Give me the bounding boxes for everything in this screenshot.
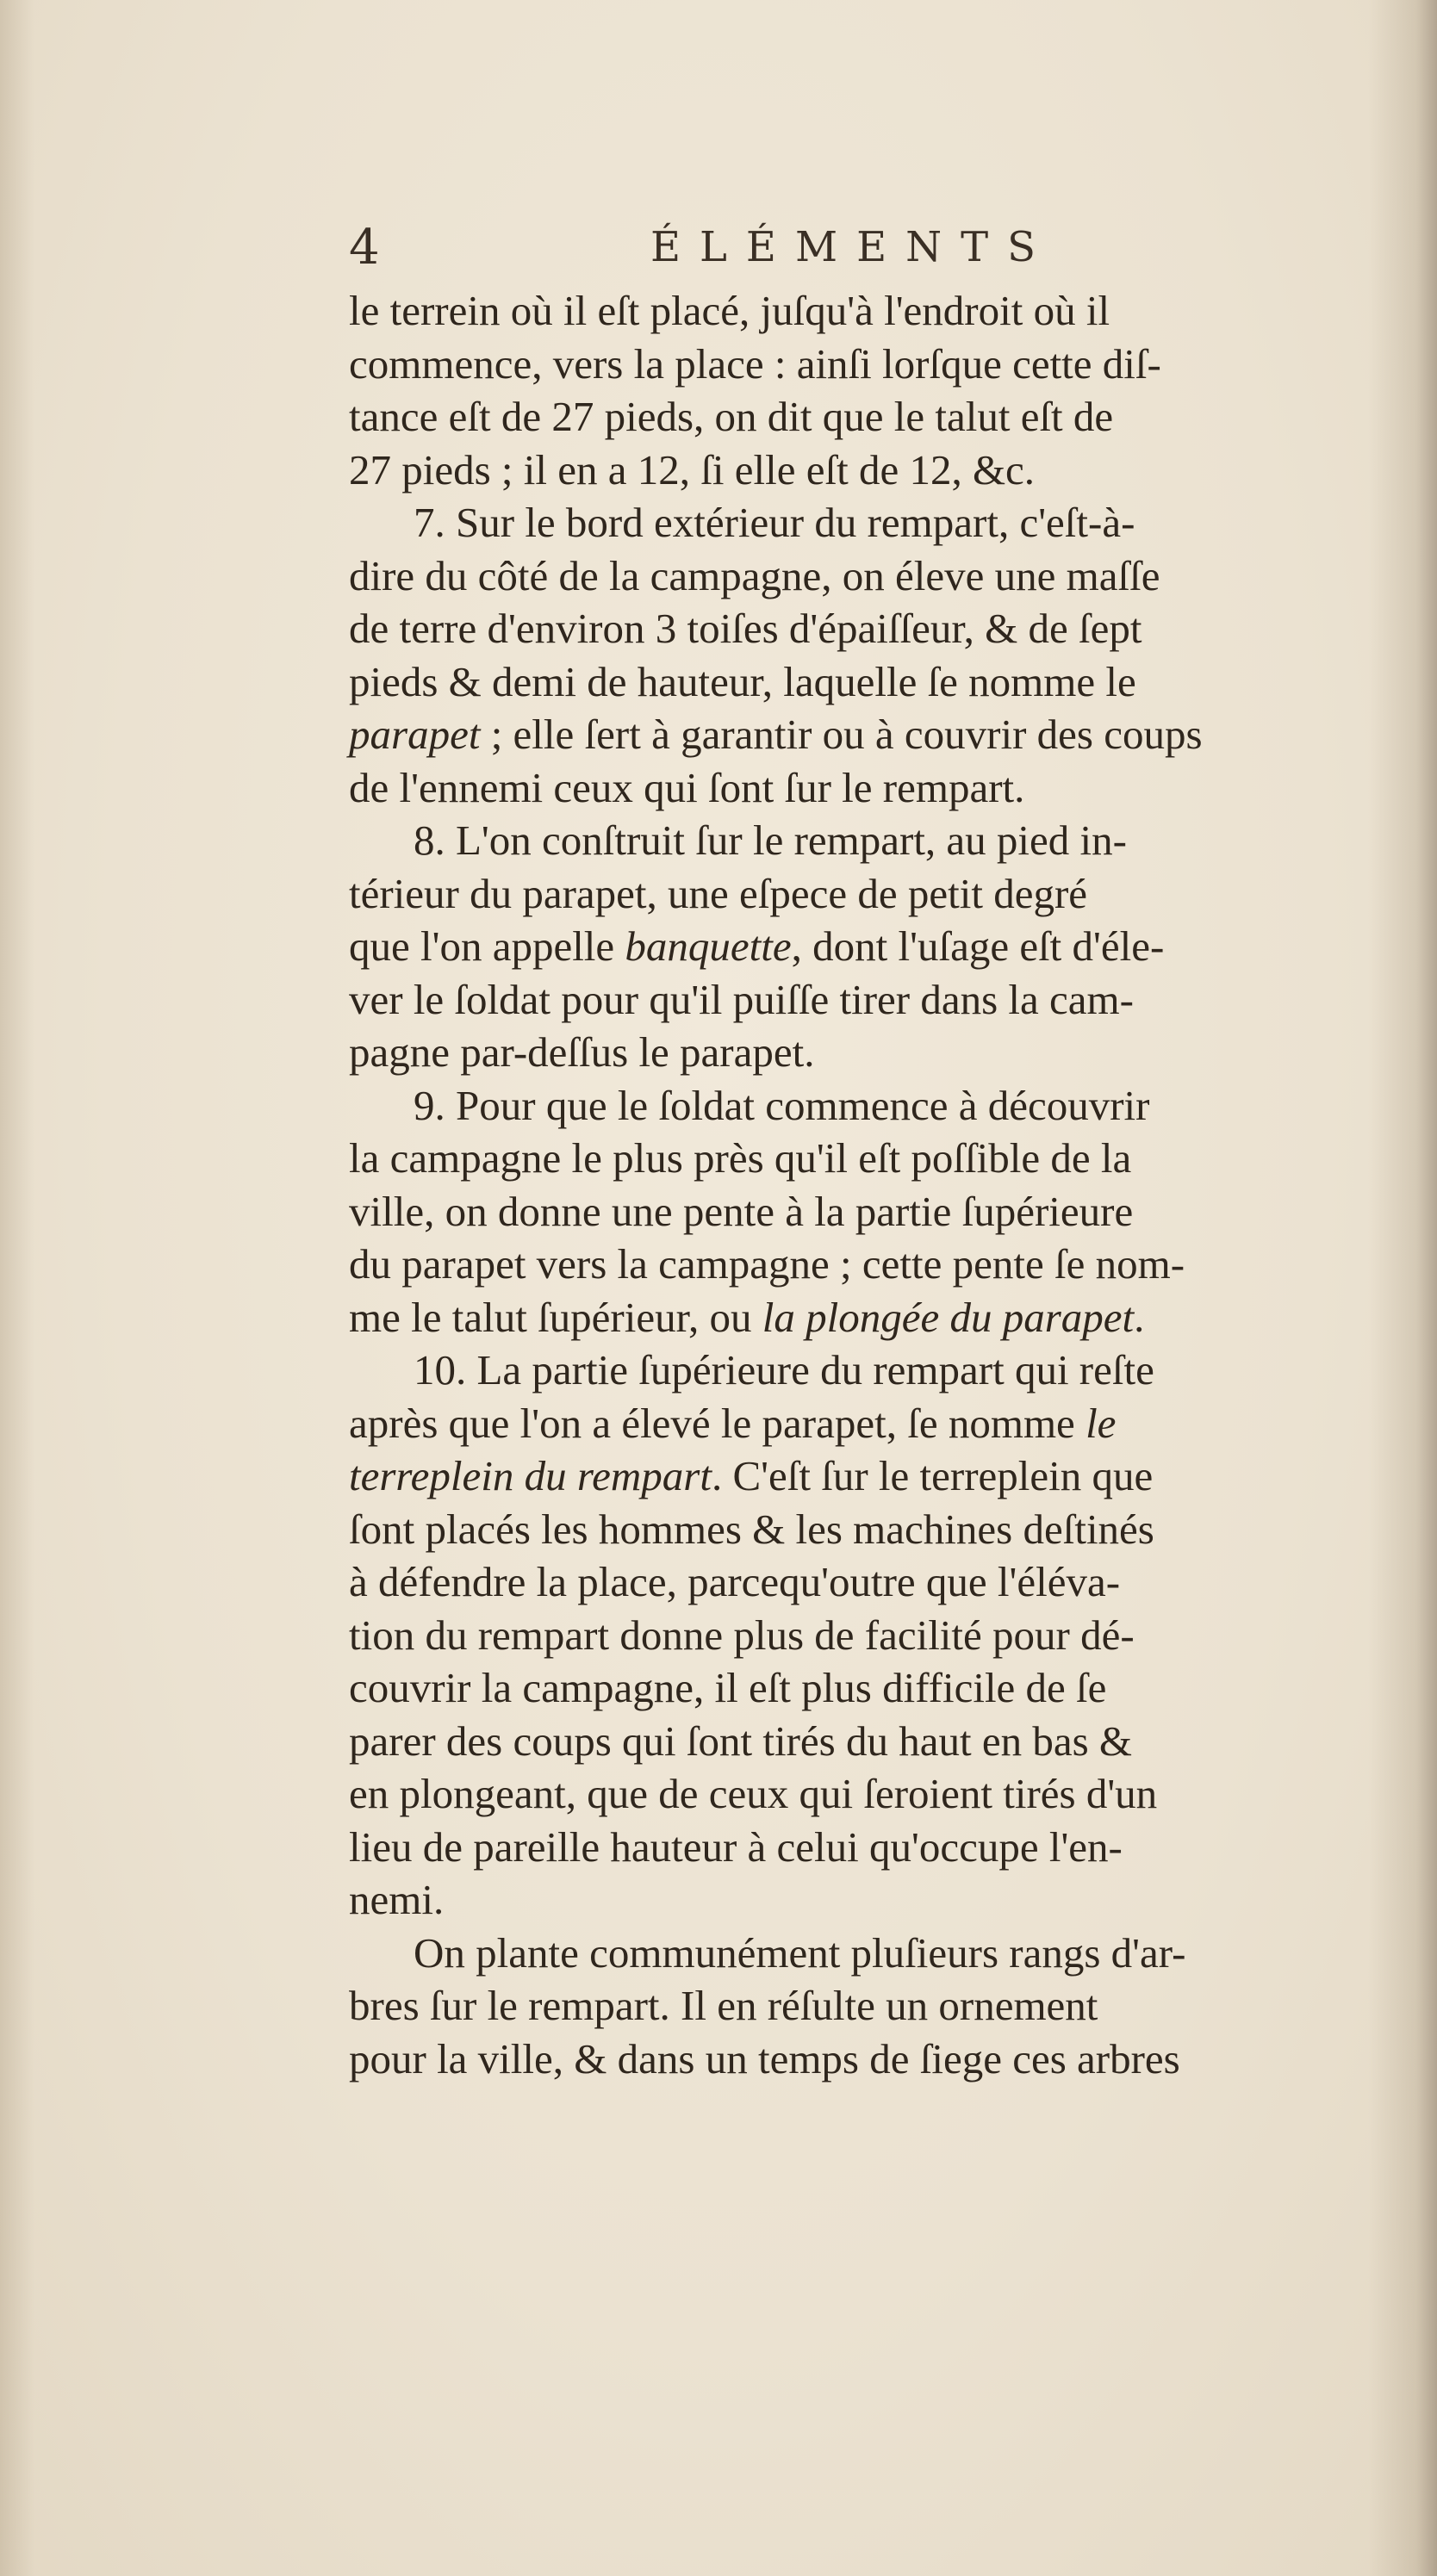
- text-line: que l'on appelle banquette, dont l'uſage eſt d'éle-: [349, 922, 1165, 970]
- text-line: tion du rempart donne plus de facilité pour dé-: [349, 1611, 1135, 1659]
- text-line: me le talut ſupérieur, ou la plongée du parapet.: [349, 1293, 1145, 1341]
- text-line: parer des coups qui ſont tirés du haut en bas &: [349, 1716, 1133, 1765]
- text-line: térieur du parapet, une eſpece de petit degré: [349, 869, 1088, 917]
- text-line: pour la ville, & dans un temps de ſiege ces arbres: [349, 2034, 1180, 2083]
- text-line: à défendre la place, parcequ'outre que l'éléva-: [349, 1558, 1121, 1605]
- text-line-paragraph-7: 7. Sur le bord extérieur du rempart, c'eſt-à-: [414, 499, 1135, 546]
- text-line: parapet ; elle ſert à garantir ou à couvrir des coups: [349, 711, 1203, 758]
- text-line-paragraph-10: 10. La partie ſupérieure du rempart qui reſte: [414, 1346, 1154, 1394]
- text-line: de l'ennemi ceux qui ſont ſur le rempart.: [349, 763, 1025, 811]
- text-line: commence, vers la place : ainſi lorſque cette diſ-: [349, 339, 1161, 388]
- text-line: terreplein du rempart. C'eſt ſur le terreplein que: [349, 1452, 1154, 1499]
- text-line: couvrir la campagne, il eſt plus difficile de ſe: [349, 1664, 1107, 1711]
- text-line: après que l'on a élevé le parapet, ſe nomme le: [349, 1399, 1117, 1447]
- text-line: nemi.: [349, 1876, 445, 1923]
- text-line: le terrein où il eſt placé, juſqu'à l'endroit où il: [349, 287, 1110, 334]
- body-text: [349, 284, 1421, 2085]
- text-line: dire du côté de la campagne, on éleve une maſſe: [349, 551, 1160, 599]
- text-line: bres ſur le rempart. Il en réſulte un ornement: [349, 1982, 1098, 2029]
- page-left-edge: [0, 0, 34, 2576]
- text-line-paragraph-8: 8. L'on conſtruit ſur le rempart, au pied in-: [414, 816, 1127, 864]
- text-line: en plongeant, que de ceux qui ſeroient tirés d'un: [349, 1770, 1158, 1817]
- page-number: 4: [349, 220, 380, 276]
- text-line: la campagne le plus près qu'il eſt poſſible de la: [349, 1134, 1132, 1182]
- text-line: pagne par-deſſus le parapet.: [349, 1028, 815, 1076]
- text-line-paragraph-trees: On plante communément pluſieurs rangs d'ar-: [414, 1928, 1186, 1977]
- text-line: tance eſt de 27 pieds, on dit que le talut eſt de: [349, 393, 1114, 440]
- text-line: du parapet vers la campagne ; cette pente ſe nom-: [349, 1240, 1185, 1288]
- text-line: 27 pieds ; il en a 12, ſi elle eſt de 12, &c.: [349, 445, 1036, 493]
- text-line: ver le ſoldat pour qu'il puiſſe tirer dans la cam-: [349, 975, 1134, 1023]
- page-header: [349, 220, 1081, 289]
- text-line: pieds & demi de hauteur, laquelle ſe nomme le: [349, 657, 1136, 705]
- text-line: ſont placés les hommes & les machines deſtinés: [349, 1505, 1154, 1553]
- text-line: ville, on donne une pente à la partie ſupérieure: [349, 1187, 1134, 1235]
- running-title: ÉLÉMENTS: [650, 223, 1055, 271]
- text-line: lieu de pareille hauteur à celui qu'occupe l'en-: [349, 1822, 1123, 1871]
- text-line-paragraph-9: 9. Pour que le ſoldat commence à découvrir: [414, 1081, 1150, 1129]
- text-line: de terre d'environ 3 toiſes d'épaiſſeur, & de ſept: [349, 605, 1142, 652]
